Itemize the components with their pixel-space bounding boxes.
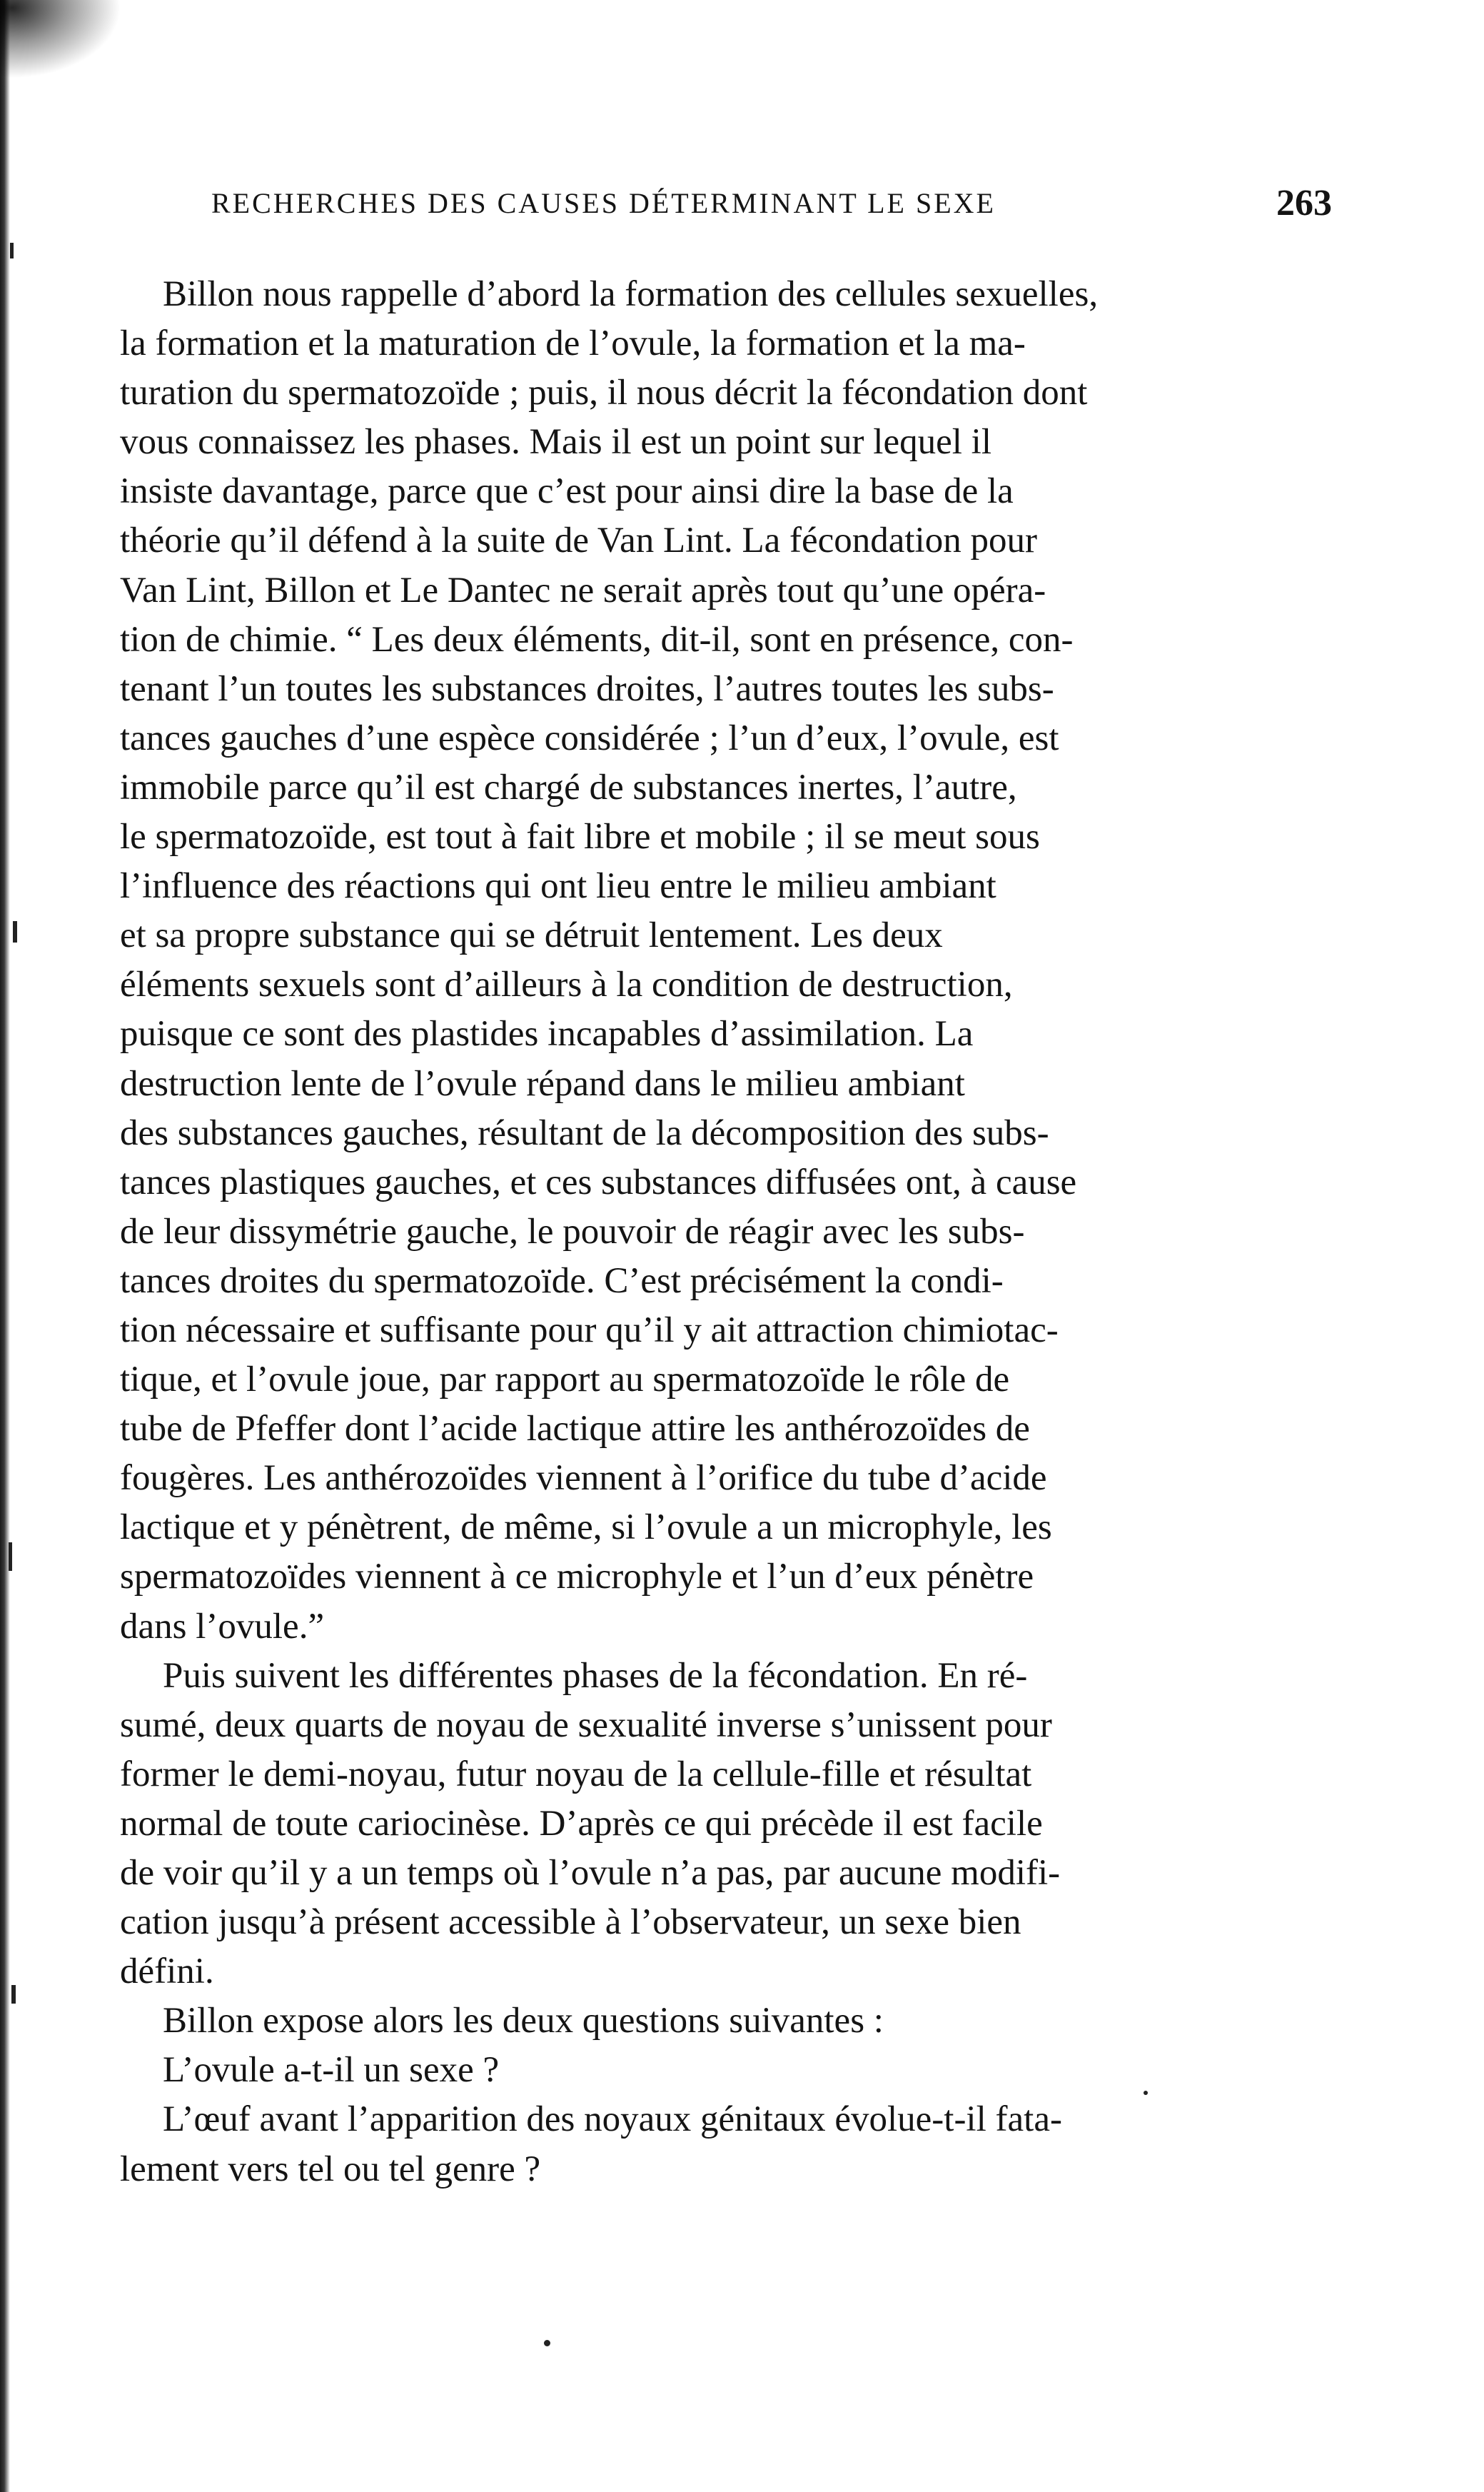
text-line: tion de chimie. “ Les deux éléments, dit-il, sont en présence, con-: [120, 619, 1074, 660]
text-line: et sa propre substance qui se détruit lentement. Les deux: [120, 915, 943, 956]
text-line: insiste davantage, parce que c’est pour ainsi dire la base de la: [120, 471, 1014, 512]
text-line: l’influence des réactions qui ont lieu entre le milieu ambiant: [120, 866, 996, 907]
text-line: former le demi-noyau, futur noyau de la cellule-fille et résultat: [120, 1754, 1032, 1794]
text-line: défini.: [120, 1951, 214, 1992]
paragraph-fecondation-chimie: [120, 270, 1282, 1652]
text-line: tique, et l’ovule joue, par rapport au spermatozoïde le rôle de: [120, 1360, 1010, 1400]
text-line: immobile parce qu’il est chargé de substances inertes, l’autre,: [120, 767, 1017, 808]
text-line: spermatozoïdes viennent à ce microphyle et l’un d’eux pénètre: [120, 1557, 1034, 1597]
paragraph-phases-fecondation: [120, 1652, 1282, 1997]
text-line: Billon nous rappelle d’abord la formation des cellules sexuelles,: [163, 274, 1099, 314]
text-line: tances gauches d’une espèce considérée ; l’un d’eux, l’ovule, est: [120, 718, 1059, 758]
paragraph-question-one: [120, 2046, 1282, 2095]
text-line: sumé, deux quarts de noyau de sexualité inverse s’unissent pour: [120, 1704, 1052, 1745]
binding-speck: [9, 1542, 12, 1571]
text-line: Puis suivent les différentes phases de la fécondation. En ré-: [163, 1655, 1028, 1696]
text-line: la formation et la maturation de l’ovule, la formation et la ma-: [120, 323, 1026, 364]
text-line: des substances gauches, résultant de la décomposition des subs-: [120, 1112, 1049, 1153]
text-line: lactique et y pénètrent, de même, si l’ovule a un microphyle, les: [120, 1507, 1052, 1548]
text-line: tances plastiques gauches, et ces substances diffusées ont, à cause: [120, 1162, 1077, 1202]
text-line: de leur dissymétrie gauche, le pouvoir de réagir avec les subs-: [120, 1211, 1025, 1252]
scan-smudge: [0, 0, 121, 79]
text-line: fougères. Les anthérozoïdes viennent à l’orifice du tube d’acide: [120, 1458, 1047, 1499]
paragraph-questions-intro: [120, 1996, 1282, 2046]
text-line: vous connaissez les phases. Mais il est un point sur lequel il: [120, 422, 991, 463]
text-line: tances droites du spermatozoïde. C’est précisément la condi-: [120, 1260, 1004, 1301]
text-line: destruction lente de l’ovule répand dans le milieu ambiant: [120, 1063, 965, 1104]
binding-speck: [11, 1985, 16, 2004]
text-line: théorie qu’il défend à la suite de Van Lint. La fécondation pour: [120, 521, 1037, 561]
text-line: Billon expose alors les deux questions suivantes :: [163, 2001, 884, 2041]
binding-speck: [10, 243, 14, 258]
text-line: L’œuf avant l’apparition des noyaux génitaux évolue-t-il fata-: [163, 2099, 1062, 2140]
text-line: dans l’ovule.”: [120, 1606, 325, 1647]
stray-ink-dot: [544, 2340, 550, 2346]
text-line: normal de toute cariocinèse. D’après ce qui précède il est facile: [120, 1803, 1043, 1844]
binding-edge: [0, 0, 29, 2492]
binding-speck: [13, 921, 17, 943]
text-line: tube de Pfeffer dont l’acide lactique attire les anthérozoïdes de: [120, 1409, 1030, 1450]
text-line: le spermatozoïde, est tout à fait libre et mobile ; il se meut sous: [120, 817, 1040, 858]
text-line: éléments sexuels sont d’ailleurs à la condition de destruction,: [120, 965, 1013, 1005]
stray-ink-dot: [1144, 2091, 1148, 2095]
running-header-title: RECHERCHES DES CAUSES DÉTERMINANT LE SEXE: [211, 187, 996, 219]
text-line: Van Lint, Billon et Le Dantec ne serait après tout qu’une opéra-: [120, 570, 1046, 611]
text-line: cation jusqu’à présent accessible à l’observateur, un sexe bien: [120, 1902, 1021, 1943]
body-text: [120, 270, 1282, 2194]
page-number: 263: [1276, 183, 1332, 223]
text-line: puisque ce sont des plastides incapables d’assimilation. La: [120, 1014, 974, 1055]
text-line: tenant l’un toutes les substances droites, l’autres toutes les subs-: [120, 668, 1054, 709]
text-line: de voir qu’il y a un temps où l’ovule n’a pas, par aucune modifi-: [120, 1853, 1061, 1893]
paragraph-question-two: [120, 2095, 1282, 2194]
text-line: turation du spermatozoïde ; puis, il nous décrit la fécondation dont: [120, 373, 1088, 413]
text-line: lement vers tel ou tel genre ?: [120, 2149, 541, 2189]
text-line: L’ovule a-t-il un sexe ?: [163, 2050, 500, 2091]
running-header: [211, 182, 1332, 232]
text-line: tion nécessaire et suffisante pour qu’il y ait attraction chimiotac-: [120, 1310, 1059, 1350]
